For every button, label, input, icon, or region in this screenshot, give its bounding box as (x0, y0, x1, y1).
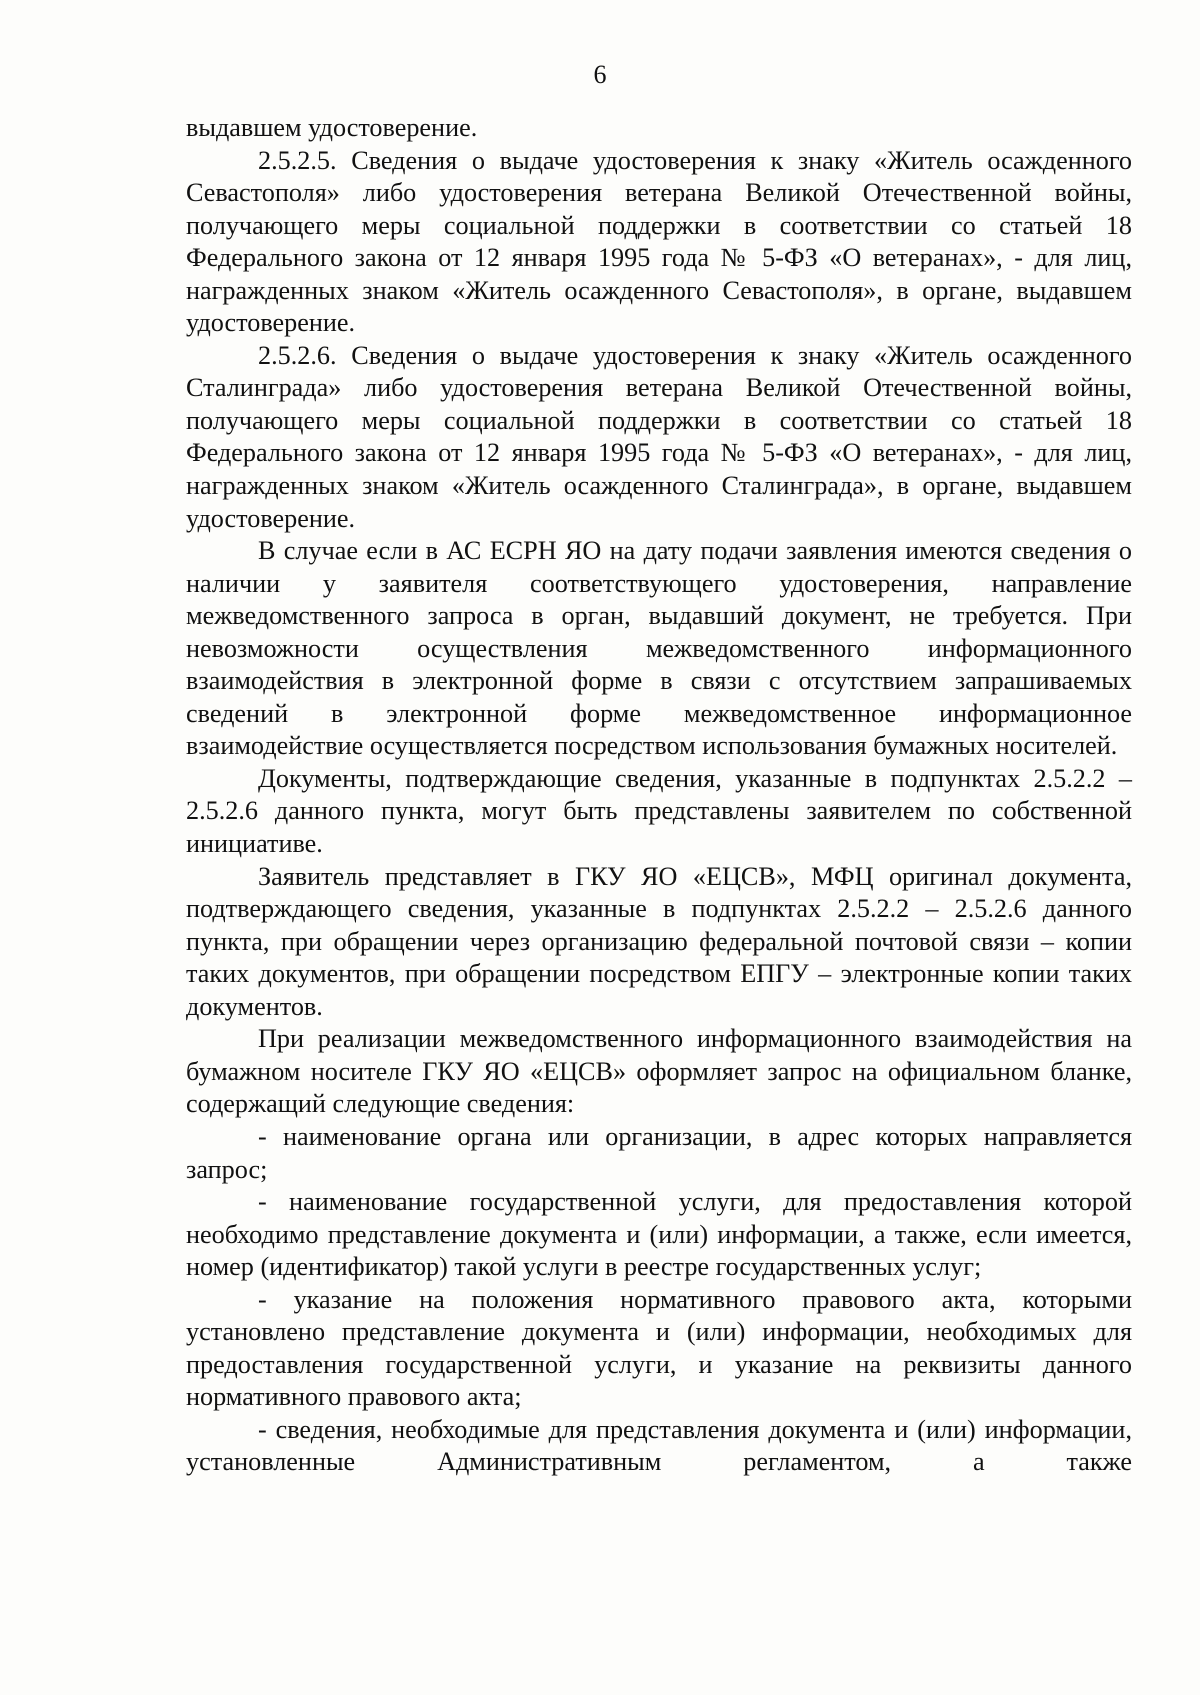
paragraph: 2.5.2.6. Сведения о выдаче удостоверения к знаку «Житель осажденного Сталинграда» либо удостоверения ветерана Великой Отечественной войны, получающего меры социальной поддержки в соответствии со статьей 18 Федерального закона от 12 января 1995 года № 5-ФЗ «О ветеранах», - для лиц, награжденных знаком «Житель осажденного Сталинграда», в органе, выдавшем удостоверение. (186, 340, 1132, 533)
paragraph: - наименование органа или организации, в адрес которых направляется запрос; (186, 1121, 1132, 1184)
paragraph: При реализации межведомственного информационного взаимодействия на бумажном носителе ГКУ ЯО «ЕЦСВ» оформляет запрос на официальном бланке, содержащий следующие сведения: (186, 1024, 1132, 1119)
paragraph: выдавшем удостоверение. (186, 113, 478, 142)
paragraph: 2.5.2.5. Сведения о выдаче удостоверения к знаку «Житель осажденного Севастополя» либо удостоверения ветерана Великой Отечественной войны, получающего меры социальной поддержки в соответствии со статьей 18 Федерального закона от 12 января 1995 года № 5-ФЗ «О ветеранах», - для лиц, награжденных знаком «Житель осажденного Севастополя», в органе, выдавшем удостоверение. (186, 145, 1132, 338)
paragraph: - сведения, необходимые для представления документа и (или) информации, установленные Административным регламентом, а также (186, 1414, 1132, 1477)
document-body (186, 112, 1132, 1479)
paragraph: В случае если в АС ЕСРН ЯО на дату подачи заявления имеются сведения о наличии у заявителя соответствующего удостоверения, направление межведомственного запроса в орган, выдавший документ, не требуется. При невозможности осуществления межведомственного информационного взаимодействия в электронной форме в связи с отсутствием запрашиваемых сведений в электронной форме межведомственное информационное взаимодействие осуществляется посредством использования бумажных носителей. (186, 536, 1132, 761)
page-number: 6 (593, 60, 607, 89)
paragraph: - наименование государственной услуги, для предоставления которой необходимо представление документа и (или) информации, а также, если имеется, номер (идентификатор) такой услуги в реестре государственных услуг; (186, 1187, 1132, 1282)
paragraph: Документы, подтверждающие сведения, указанные в подпунктах 2.5.2.2 – 2.5.2.6 данного пункта, могут быть представлены заявителем по собственной инициативе. (186, 763, 1132, 859)
paragraph: - указание на положения нормативного правового акта, которыми установлено представление документа и (или) информации, необходимых для предоставления государственной услуги, и указание на реквизиты данного нормативного правового акта; (186, 1284, 1132, 1412)
paragraph: Заявитель представляет в ГКУ ЯО «ЕЦСВ», МФЦ оригинал документа, подтверждающего сведения, указанные в подпунктах 2.5.2.2 – 2.5.2.6 данного пункта, при обращении через организацию федеральной почтовой связи – копии таких документов, при обращении посредством ЕПГУ – электронные копии таких документов. (186, 861, 1132, 1021)
